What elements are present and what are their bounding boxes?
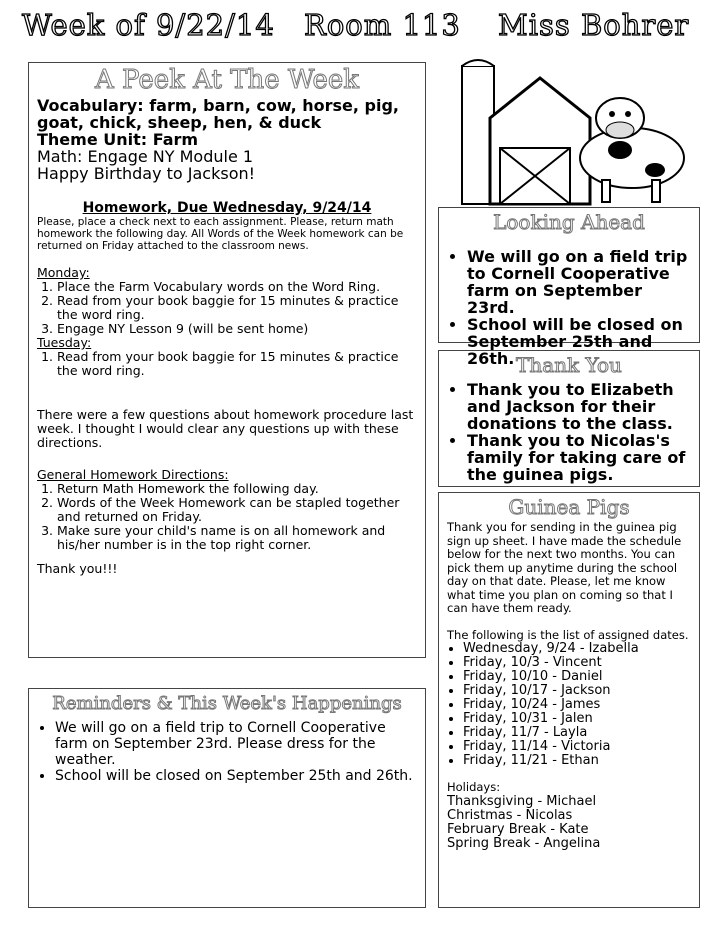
math-line: Math: Engage NY Module 1 [37,147,254,166]
thanks-item: • Thank you to Nicolas's family for taking care of the guinea pigs. [467,432,691,483]
looking-ahead-title: Looking Ahead [493,210,645,234]
date-item: • Friday, 11/21 - Ethan [463,754,691,768]
guinea-list-intro: The following is the list of assigned dates. [447,627,689,642]
holiday-item: Christmas - Nicolas [447,807,573,823]
date-item: • Wednesday, 9/24 - Izabella [463,642,691,656]
week-heading: Week of 9/22/14 [22,8,275,42]
holidays-label: Holidays: [447,780,501,794]
general-item: 2. Words of the Week Homework can be stapled together and returned on Friday. [57,496,417,524]
tuesday-label: Tuesday: [37,335,92,350]
teacher-heading: Miss Bohrer [498,8,690,42]
monday-item: 1. Place the Farm Vocabulary words on the Word Ring. [57,280,417,294]
reminders-title: Reminders & This Week's Happenings [52,693,402,714]
holiday-item: Thanksgiving - Michael [447,793,597,809]
reminders-section [28,688,426,908]
guinea-pigs-title: Guinea Pigs [508,495,630,519]
looking-item: • School will be closed on September 25th and 26th. [467,316,691,367]
holiday-item: Spring Break - Angelina [447,835,601,851]
peek-title: A Peek At The Week [94,65,360,95]
theme-line: Theme Unit: Farm [37,130,199,149]
guinea-intro: Thank you for sending in the guinea pig sign up sheet. I have made the schedule below for the next two months. You can pick them up anytime during the school day on that date. Please, let me know what time you plan on coming so that I can have them ready. [447,520,682,615]
peek-section [28,62,426,658]
monday-item: 2. Read from your book baggie for 15 minutes & practice the word ring. [57,294,417,322]
date-item: • Friday, 11/7 - Layla [463,726,691,740]
date-item: • Friday, 10/10 - Daniel [463,670,691,684]
date-item: • Friday, 10/3 - Vincent [463,656,691,670]
general-item: 3. Make sure your child's name is on all homework and his/her number is in the top right corner. [57,524,417,552]
thank-you-title: Thank You [516,353,622,377]
barn-cow-illustration [460,58,700,206]
date-item: • Friday, 11/14 - Victoria [463,740,691,754]
homework-title: Homework, Due Wednesday, 9/24/14 [82,200,372,216]
monday-item: 3. Engage NY Lesson 9 (will be sent home) [57,322,417,336]
room-heading: Room 113 [304,8,461,42]
vocab-line: Vocabulary: farm, barn, cow, horse, pig, goat, chick, sheep, hen, & duck [37,96,399,132]
thank-you-section [438,350,700,487]
monday-label: Monday: [37,265,90,280]
date-item: • Friday, 10/17 - Jackson [463,684,691,698]
general-item: 1. Return Math Homework the following day. [57,482,417,496]
reminder-item: • School will be closed on September 25th and 26th. [55,768,419,784]
tuesday-item: 1. Read from your book baggie for 15 minutes & practice the word ring. [57,350,417,378]
reminder-item: • We will go on a field trip to Cornell Cooperative farm on September 23rd. Please dress for the weather. [55,720,419,768]
homework-note: There were a few questions about homework procedure last week. I thought I would clear any questions up with these directions. [37,407,414,450]
holiday-item: February Break - Kate [447,821,589,837]
homework-intro: Please, place a check next to each assignment. Please, return math homework the following day. All Words of the Week homework can be returned on Friday attached to the classroom news. [37,216,404,252]
looking-item: • We will go on a field trip to Cornell Cooperative farm on September 23rd. [467,248,691,316]
birthday-line: Happy Birthday to Jackson! [37,164,256,183]
thank-you-text: Thank you!!! [37,561,118,576]
general-label: General Homework Directions: [37,467,229,482]
guinea-pigs-section [438,492,700,908]
date-item: • Friday, 10/31 - Jalen [463,712,691,726]
date-item: • Friday, 10/24 - James [463,698,691,712]
thanks-item: • Thank you to Elizabeth and Jackson for their donations to the class. [467,381,691,432]
